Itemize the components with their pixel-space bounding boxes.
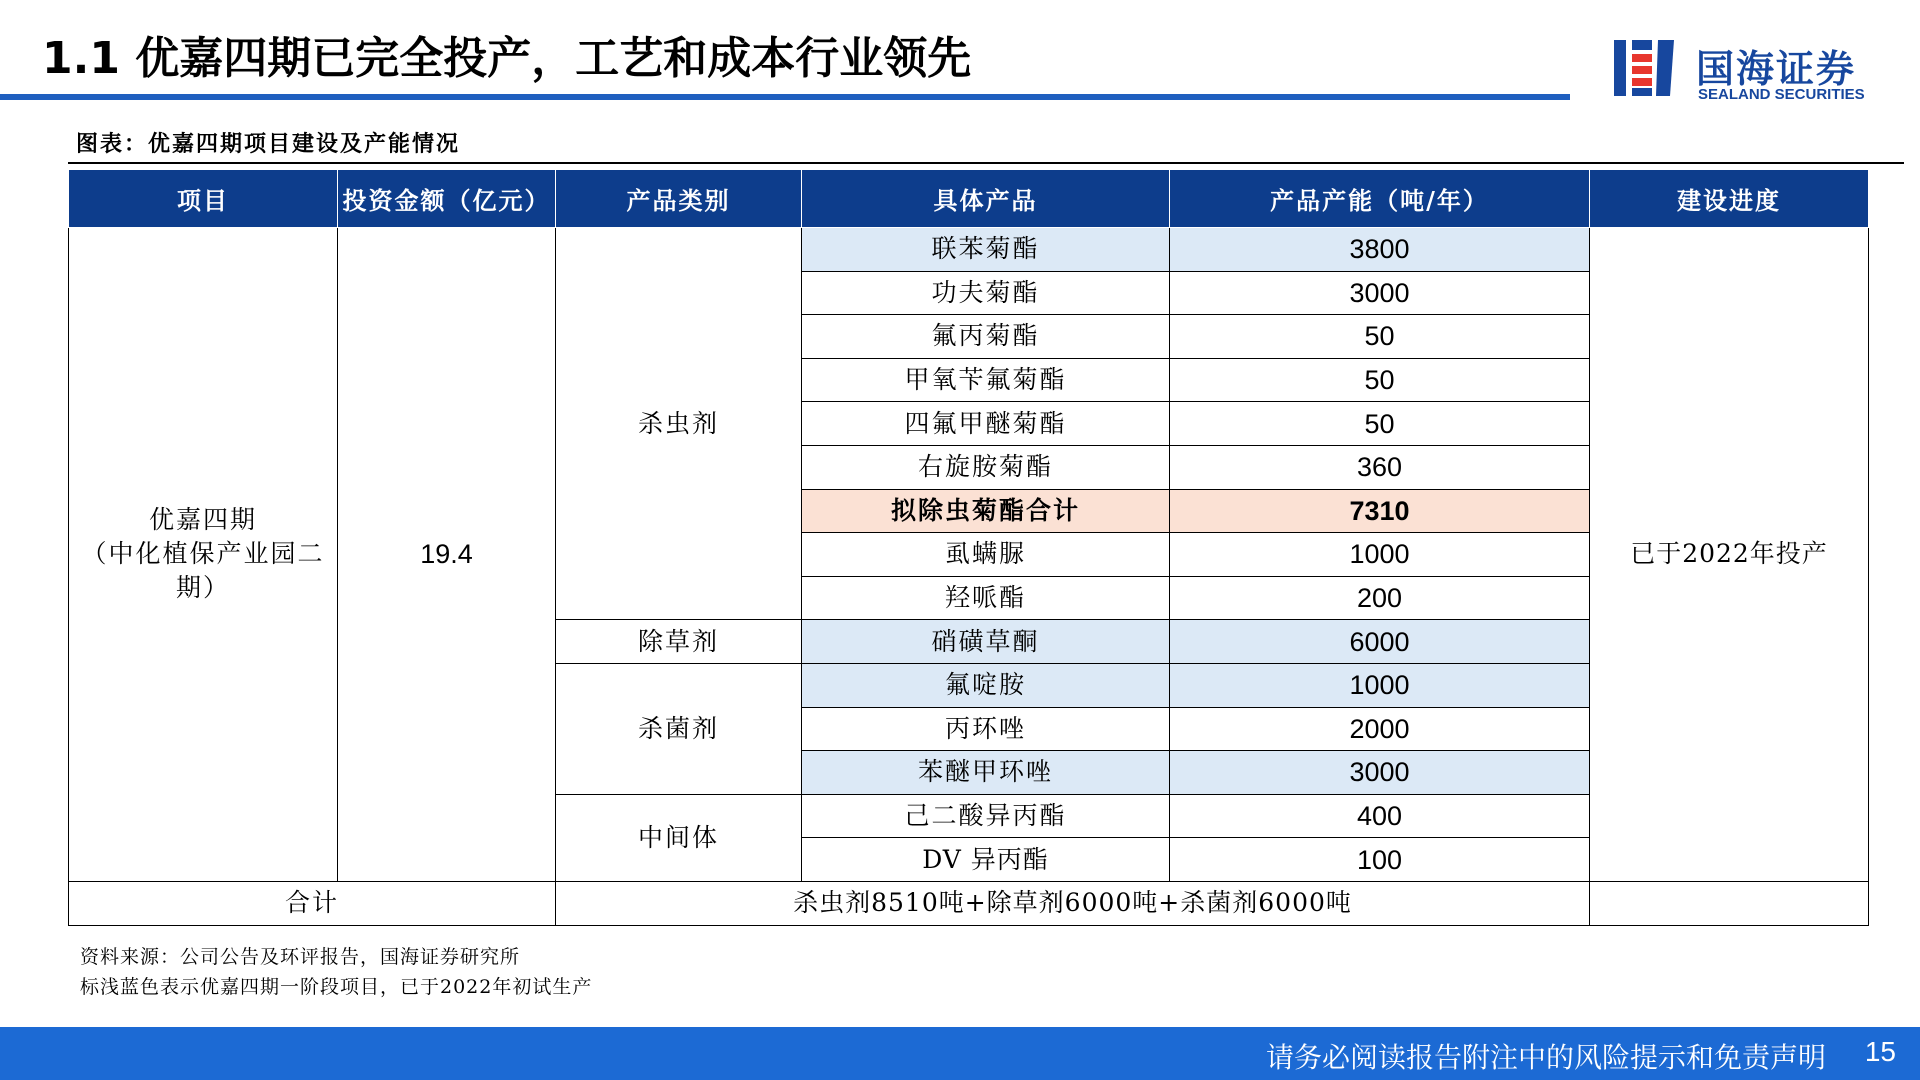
header-category: 产品类别 <box>556 170 802 228</box>
header-progress: 建设进度 <box>1590 170 1869 228</box>
category-cell: 除草剂 <box>556 620 802 664</box>
total-empty-cell <box>1590 881 1869 925</box>
capacity-cell: 3000 <box>1170 271 1590 315</box>
capacity-cell: 200 <box>1170 576 1590 620</box>
capacity-cell: 3800 <box>1170 228 1590 272</box>
figure-caption: 图表：优嘉四期项目建设及产能情况 <box>76 131 461 157</box>
capacity-cell: 360 <box>1170 445 1590 489</box>
table-header-row <box>69 170 1869 228</box>
sealand-logo-icon <box>1612 36 1676 100</box>
source-line: 资料来源：公司公告及环评报告，国海证券研究所 <box>80 946 521 968</box>
investment-cell: 19.4 <box>338 228 556 882</box>
product-cell: DV 异丙酯 <box>802 838 1170 882</box>
footer-bar <box>0 1027 1920 1080</box>
product-cell: 丙环唑 <box>802 707 1170 751</box>
logo-chinese-name: 国海证券 <box>1696 47 1857 91</box>
category-cell: 杀菌剂 <box>556 663 802 794</box>
product-cell: 功夫菊酯 <box>802 271 1170 315</box>
total-label-cell: 合计 <box>69 881 556 925</box>
capacity-cell: 1000 <box>1170 533 1590 577</box>
table-row <box>69 228 1869 272</box>
capacity-cell: 2000 <box>1170 707 1590 751</box>
total-value-cell: 杀虫剂8510吨+除草剂6000吨+杀菌剂6000吨 <box>556 881 1590 925</box>
capacity-cell: 7310 <box>1170 489 1590 533</box>
category-cell: 中间体 <box>556 794 802 881</box>
capacity-cell: 1000 <box>1170 663 1590 707</box>
header-project: 项目 <box>69 170 338 228</box>
slide-title: 1.1 优嘉四期已完全投产，工艺和成本行业领先 <box>42 33 972 84</box>
product-cell: 联苯菊酯 <box>802 228 1170 272</box>
product-cell: 甲氧苄氟菊酯 <box>802 358 1170 402</box>
product-cell: 四氟甲醚菊酯 <box>802 402 1170 446</box>
header-capacity: 产品产能（吨/年） <box>1170 170 1590 228</box>
capacity-cell: 50 <box>1170 402 1590 446</box>
category-cell: 杀虫剂 <box>556 228 802 620</box>
product-cell: 苯醚甲环唑 <box>802 751 1170 795</box>
source-line: 标浅蓝色表示优嘉四期一阶段项目，已于2022年初试生产 <box>80 976 593 998</box>
title-underline <box>0 94 1570 100</box>
header-product: 具体产品 <box>802 170 1170 228</box>
product-cell: 氟丙菊酯 <box>802 315 1170 359</box>
capacity-cell: 400 <box>1170 794 1590 838</box>
progress-cell: 已于2022年投产 <box>1590 228 1869 882</box>
product-cell: 虱螨脲 <box>802 533 1170 577</box>
product-cell: 羟哌酯 <box>802 576 1170 620</box>
capacity-cell: 6000 <box>1170 620 1590 664</box>
disclaimer-text: 请务必阅读报告附注中的风险提示和免责声明 <box>1265 1041 1826 1074</box>
project-cell <box>69 228 338 882</box>
product-cell: 拟除虫菊酯合计 <box>802 489 1170 533</box>
product-cell: 己二酸异丙酯 <box>802 794 1170 838</box>
capacity-cell: 3000 <box>1170 751 1590 795</box>
logo-english-name: SEALAND SECURITIES <box>1698 86 1865 103</box>
project-name-line: 优嘉四期 <box>148 505 257 535</box>
project-name-line: 期） <box>175 573 230 603</box>
capacity-cell: 100 <box>1170 838 1590 882</box>
capacity-cell: 50 <box>1170 358 1590 402</box>
caption-divider <box>68 162 1904 164</box>
product-cell: 氟啶胺 <box>802 663 1170 707</box>
table-total-row <box>69 881 1869 925</box>
capacity-table <box>68 169 1869 926</box>
company-logo <box>1612 34 1902 106</box>
header-investment: 投资金额（亿元） <box>338 170 556 228</box>
source-note <box>80 942 592 1002</box>
product-cell: 硝磺草酮 <box>802 620 1170 664</box>
product-cell: 右旋胺菊酯 <box>802 445 1170 489</box>
page-number: 15 <box>1864 1036 1896 1067</box>
project-name-line: （中化植保产业园二 <box>81 539 325 569</box>
capacity-cell: 50 <box>1170 315 1590 359</box>
